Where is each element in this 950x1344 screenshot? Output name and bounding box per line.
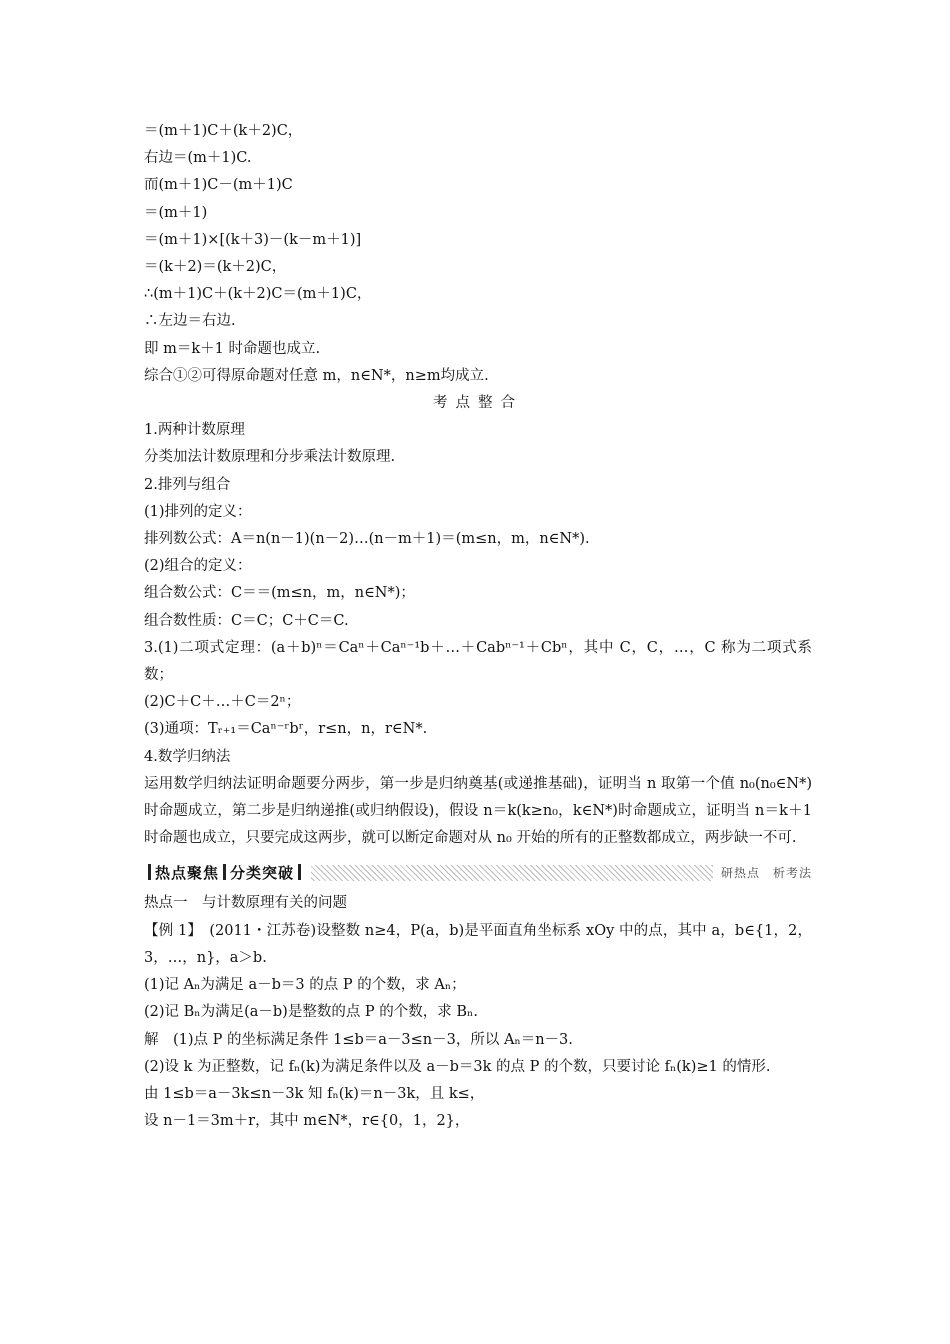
hot-heading: 热点一 与计数原理有关的问题 (144, 895, 347, 912)
text-line: 而(m＋1)C－(m＋1)C (144, 177, 293, 194)
banner-title-left: 热点聚焦 (155, 864, 220, 883)
section-banner (144, 862, 812, 884)
text-line: ＝(m＋1) (144, 204, 208, 221)
summary-text: (3)通项：Tᵣ₊₁＝Caⁿ⁻ʳbʳ，r≤n，n，r∈N*. (144, 721, 428, 738)
summary-heading: 4.数学归纳法 (144, 748, 231, 765)
summary-heading: 1.两种计数原理 (144, 422, 245, 439)
banner-divider (298, 864, 301, 880)
solution-line: (2)设 k 为正整数，记 fₙ(k)为满足条件以及 a－b＝3k 的点 P 的个数，只要讨论 fₙ(k)≥1 的情形. (144, 1058, 771, 1075)
text-line: ∴左边＝右边. (144, 313, 236, 330)
text-line: ＝(k＋2)＝(k＋2)C， (144, 259, 287, 276)
solution-line: 解 (1)点 P 的坐标满足条件 1≤b＝a－3≤n－3，所以 Aₙ＝n－3. (144, 1031, 573, 1048)
summary-text: 分类加法计数原理和分步乘法计数原理. (144, 449, 396, 466)
summary-text: (2)组合的定义： (144, 558, 252, 575)
example-statement: 【例 1】 (2011・江苏卷)设整数 n≥4，P(a，b)是平面直角坐标系 xOy 中的点，其中 a，b∈{1，2，3，…，n}，a＞b. (144, 922, 812, 966)
summary-text: (2)C＋C＋…＋C＝2ⁿ； (144, 694, 301, 711)
text-line: 即 m＝k＋1 时命题也成立. (144, 340, 321, 357)
text-line: ∴(m＋1)C＋(k＋2)C＝(m＋1)C， (144, 286, 372, 303)
summary-text: (1)排列的定义： (144, 503, 252, 520)
solution-line: 设 n－1＝3m＋r，其中 m∈N*，r∈{0，1，2}， (144, 1113, 470, 1130)
summary-paragraph: 运用数学归纳法证明命题要分两步，第一步是归纳奠基(或递推基础)，证明当 n 取第一个值 n₀(n₀∈N*)时命题成立，第二步是归纳递推(或归纳假设)，假设 n＝k(k≥n₀，k∈N*)时命题成立，证明当 n＝k＋1 时命题也成立，只要完成这两步，就可以断定命题对从 n₀ 开始的所有的正整数都成立，两步缺一不可. (144, 775, 812, 847)
banner-title-right: 分类突破 (230, 864, 295, 883)
text-line: 综合①②可得原命题对任意 m，n∈N*，n≥m均成立. (144, 367, 489, 384)
summary-text: 组合数公式：C＝＝(m≤n，m，n∈N*)； (144, 585, 415, 602)
summary-heading: 2.排列与组合 (144, 476, 231, 493)
text-line: ＝(m＋1)C＋(k＋2)C， (144, 123, 303, 139)
text-line: 右边＝(m＋1)C. (144, 150, 252, 167)
summary-text: 3.(1)二项式定理：(a＋b)ⁿ＝Caⁿ＋Caⁿ⁻¹b＋…＋Cabⁿ⁻¹＋Cbⁿ，其中 C，C，…，C 称为二项式系数； (144, 639, 812, 684)
question-line: (2)记 Bₙ为满足(a－b)是整数的点 P 的个数，求 Bₙ. (144, 1004, 478, 1021)
summary-text: 组合数性质：C＝C；C＋C＝C. (144, 612, 349, 629)
banner-title (144, 862, 311, 884)
banner-divider (148, 864, 151, 880)
document-page (144, 118, 812, 1135)
banner-divider (223, 864, 226, 880)
text-line: ＝(m＋1)×[(k＋3)－(k－m＋1)] (144, 231, 362, 248)
solution-line: 由 1≤b＝a－3k≤n－3k 知 fₙ(k)＝n－3k，且 k≤， (144, 1085, 485, 1102)
summary-text: 排列数公式：A＝n(n－1)(n－2)…(n－m＋1)＝(m≤n，m，n∈N*). (144, 531, 590, 548)
question-line: (1)记 Aₙ为满足 a－b＝3 的点 P 的个数，求 Aₙ； (144, 977, 466, 994)
banner-subtitle: 研热点 析考法 (713, 862, 812, 884)
section-title: 考点整合 (433, 395, 523, 412)
